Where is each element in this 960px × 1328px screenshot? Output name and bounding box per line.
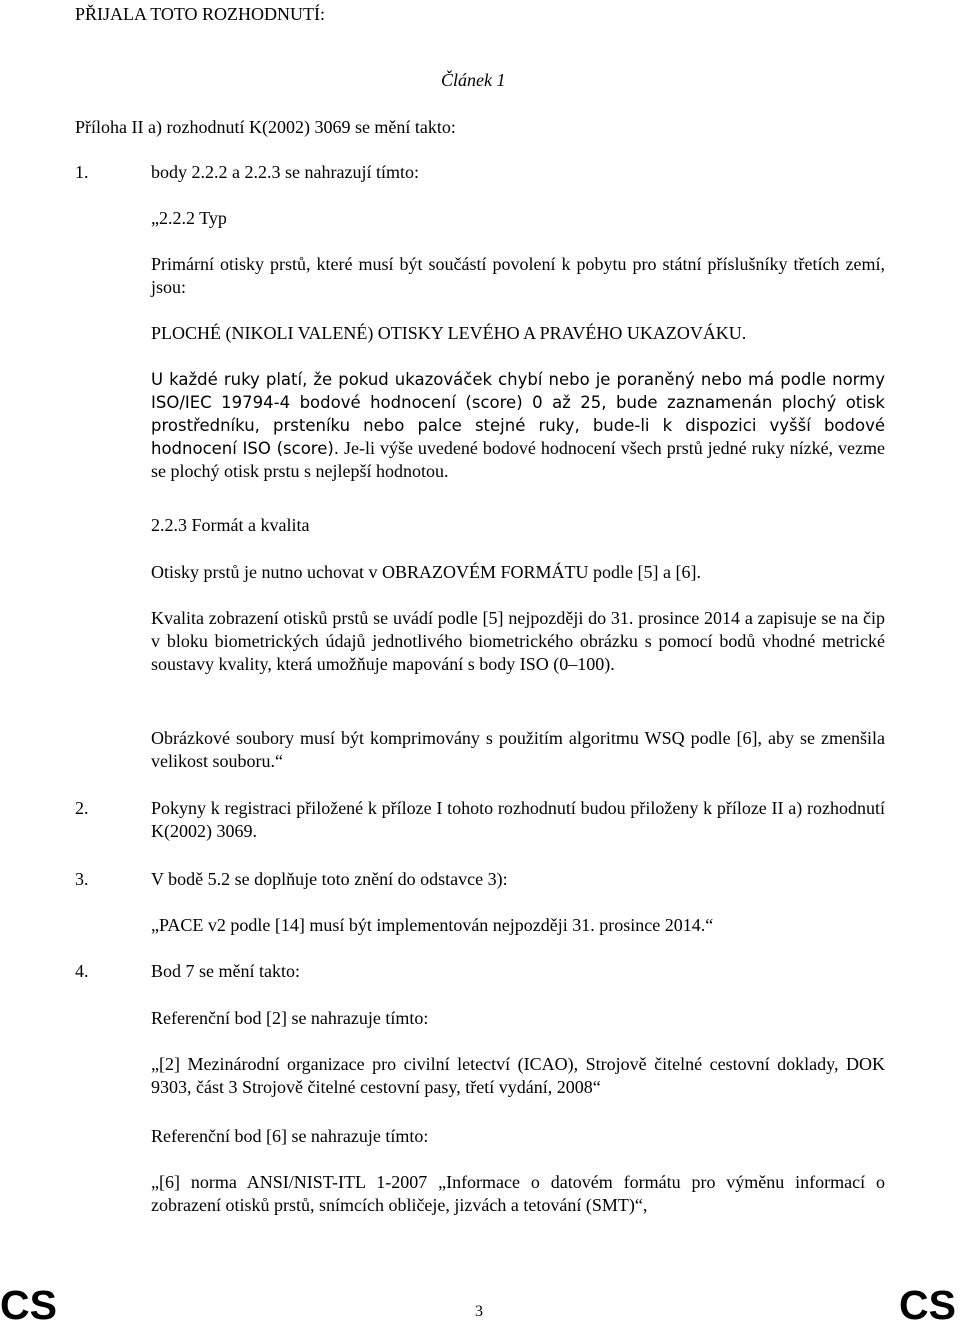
footer-language-left: CS xyxy=(0,1282,57,1328)
footer-page-number: 3 xyxy=(475,1303,483,1320)
ref2-text: „[2] Mezinárodní organizace pro civilní letectví (ICAO), Strojově čitelné cestovní doklady, DOK 9303, část 3 Strojově čitelné cestovní pasy, třetí vydání, 2008“ xyxy=(151,1054,885,1097)
section-222-heading: „2.2.2 Typ xyxy=(151,208,227,228)
section-222-paragraph-1: Primární otisky prstů, které musí být součástí povolení k pobytu pro státní příslušníky třetích zemí, jsou: xyxy=(151,254,885,297)
ref6-text: „[6] norma ANSI/NIST-ITL 1-2007 „Informace o datovém formátu pro výměnu informací o zobrazení otisků prstů, snímcích obličeje, jizvách a tetování (SMT)“, xyxy=(151,1172,885,1215)
item-3-text: V bodě 5.2 se doplňuje toto znění do odstavce 3): xyxy=(151,869,508,889)
section-223-heading: 2.2.3 Formát a kvalita xyxy=(151,515,310,535)
intro-text: Příloha II a) rozhodnutí K(2002) 3069 se mění takto: xyxy=(75,117,456,137)
item-2-number: 2. xyxy=(75,798,89,818)
pace-quote: „PACE v2 podle [14] musí být implementován nejpozději 31. prosince 2014.“ xyxy=(151,915,714,935)
item-2-text: Pokyny k registraci přiložené k příloze I tohoto rozhodnutí budou přiloženy k příloze II a) rozhodnutí K(2002) 3069. xyxy=(151,798,885,841)
ref2-intro: Referenční bod [2] se nahrazuje tímto: xyxy=(151,1008,429,1028)
item-3-number: 3. xyxy=(75,869,89,889)
item-4-text: Bod 7 se mění takto: xyxy=(151,961,300,981)
section-222-paragraph-3-serif: Je-li výše uvedené bodové hodnocení všech prstů jedné ruky nízké, vezme se plochý otisk prstu s nejlepší hodnotou. xyxy=(151,438,885,481)
section-222-paragraph-2: PLOCHÉ (NIKOLI VALENÉ) OTISKY LEVÉHO A PRAVÉHO UKAZOVÁKU. xyxy=(151,323,747,343)
section-222-paragraph-3-sans: U každé ruky platí, že pokud ukazováček chybí nebo je poraněný nebo má podle normy ISO/IEC 19794-4 bodové hodnocení (score) 0 až 25, bude zaznamenán plochý otisk prostředníku, prsteníku nebo palce stejné ruky, bude-li k dispozici vyšší bodové hodnocení ISO (score). xyxy=(151,370,885,458)
article-title: Článek 1 xyxy=(441,70,506,90)
section-223-paragraph-1: Otisky prstů je nutno uchovat v OBRAZOVÉM FORMÁTU podle [5] a [6]. xyxy=(151,562,701,582)
item-1-number: 1. xyxy=(75,162,89,182)
section-223-paragraph-3: Obrázkové soubory musí být komprimovány s použitím algoritmu WSQ podle [6], aby se zmenšila velikost souboru.“ xyxy=(151,728,885,771)
section-223-paragraph-2: Kvalita zobrazení otisků prstů se uvádí podle [5] nejpozději do 31. prosince 2014 a zapisuje se na čip v bloku biometrických údajů jednotlivého biometrického obrázku s pomocí bodů vhodné metrické soustavy kvality, která umožňuje mapování s body ISO (0–100). xyxy=(151,608,885,674)
section-222-paragraph-3 xyxy=(151,368,885,483)
ref6-intro: Referenční bod [6] se nahrazuje tímto: xyxy=(151,1126,429,1146)
item-4-number: 4. xyxy=(75,961,89,981)
footer-language-right: CS xyxy=(899,1282,956,1328)
item-1-text: body 2.2.2 a 2.2.3 se nahrazují tímto: xyxy=(151,162,419,182)
header-title: PŘIJALA TOTO ROZHODNUTÍ: xyxy=(75,4,326,24)
